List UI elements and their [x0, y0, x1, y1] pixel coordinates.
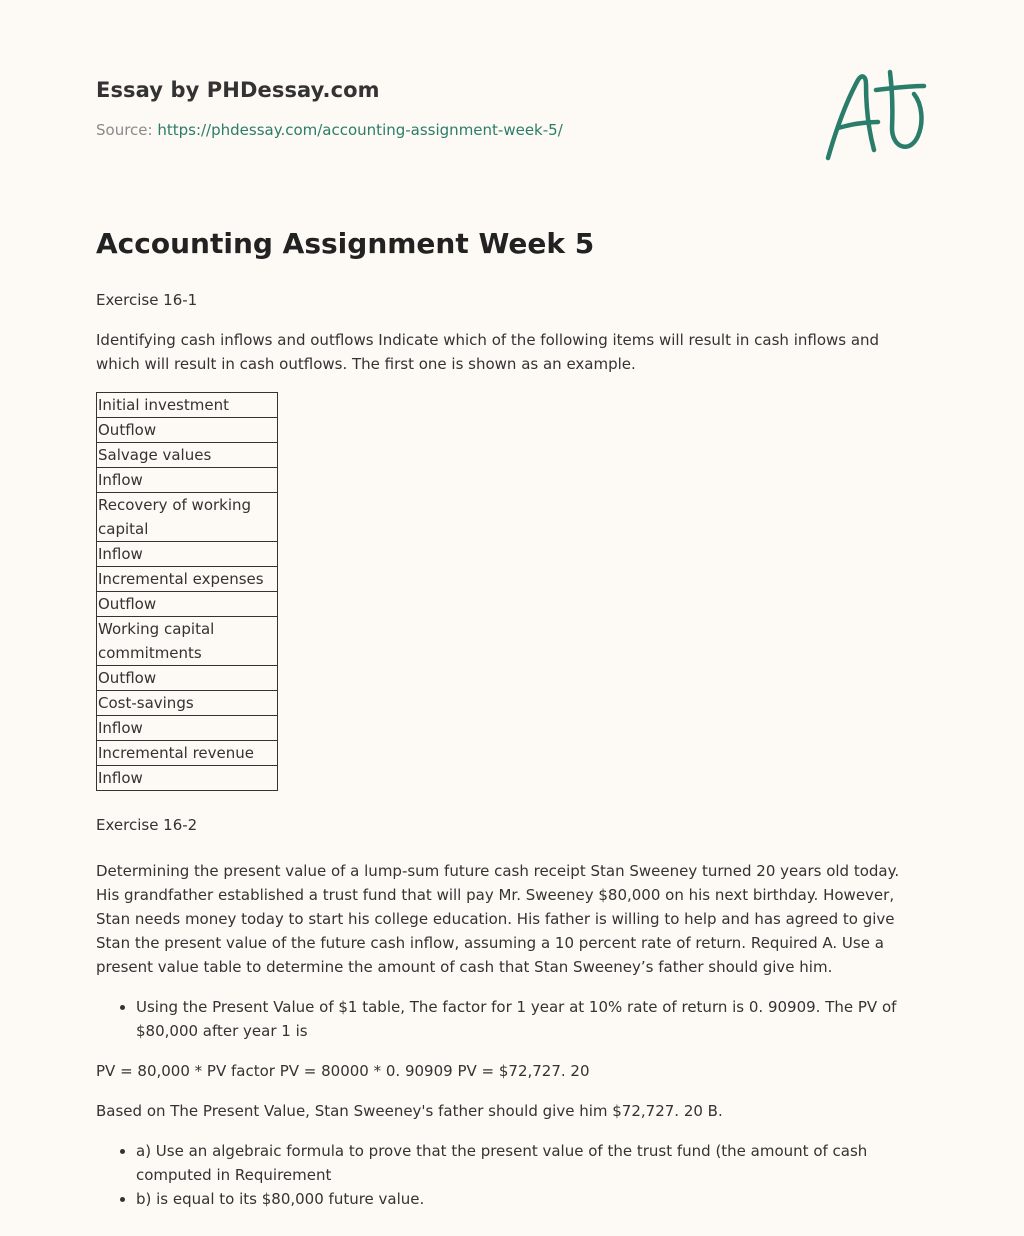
conclusion-line: Based on The Present Value, Stan Sweeney's father should give him $72,727. 20 B. — [96, 1102, 723, 1120]
table-cell: Initial investment — [97, 393, 278, 418]
table-row — [97, 666, 278, 691]
table-cell: Salvage values — [97, 443, 278, 468]
table-cell: Working capital commitments — [97, 617, 278, 666]
cash-flow-table — [96, 392, 278, 791]
pv-calculation: PV = 80,000 * PV factor PV = 80000 * 0. 90909 PV = $72,727. 20 — [96, 1062, 590, 1080]
table-cell: Inflow — [97, 542, 278, 567]
exercise-2-heading: Exercise 16-2 — [96, 816, 198, 834]
table-cell: Inflow — [97, 716, 278, 741]
article-body — [96, 224, 926, 1211]
table-cell: Incremental expenses — [97, 567, 278, 592]
list-item: • a) Use an algebraic formula to prove that the present value of the trust fund (the amount of cash computed in Requirement — [136, 1139, 926, 1187]
table-row — [97, 617, 278, 666]
table-row — [97, 443, 278, 468]
table-row — [97, 766, 278, 791]
table-cell: Incremental revenue — [97, 741, 278, 766]
table-cell: Outflow — [97, 418, 278, 443]
bullet-list — [96, 1139, 926, 1211]
exercise-1-intro: Identifying cash inflows and outflows Indicate which of the following items will result in cash inflows and which will result in cash outflows. The first one is shown as an example. — [96, 331, 880, 373]
table-cell: Inflow — [97, 468, 278, 493]
table-row — [97, 741, 278, 766]
a-plus-logo-icon — [820, 68, 930, 164]
document-header — [96, 76, 796, 140]
exercise-1-heading: Exercise 16-1 — [96, 291, 198, 309]
table-row — [97, 393, 278, 418]
source-link[interactable]: https://phdessay.com/accounting-assignment-week-5/ — [157, 121, 563, 139]
brand-title: Essay by PHDessay.com — [96, 78, 380, 102]
list-item: • Using the Present Value of $1 table, The factor for 1 year at 10% rate of return is 0. 90909. The PV of $80,000 after year 1 is — [136, 995, 926, 1043]
table-row — [97, 542, 278, 567]
source-label: Source: — [96, 121, 158, 139]
bullet-list — [96, 995, 926, 1043]
table-row — [97, 567, 278, 592]
table-cell: Recovery of working capital — [97, 493, 278, 542]
exercise-2-paragraph: Determining the present value of a lump-sum future cash receipt Stan Sweeney turned 20 years old today. His grandfather established a trust fund that will pay Mr. Sweeney $80,000 on his next birthday. However, Stan needs money today to start his college education. His father is willing to help and has agreed to give Stan the present value of the future cash inflow, assuming a 10 percent rate of return. Required A. Use a present value table to determine the amount of cash that Stan Sweeney’s father should give him. — [96, 862, 900, 976]
source-line — [96, 120, 796, 140]
table-row — [97, 468, 278, 493]
table-cell: Inflow — [97, 766, 278, 791]
table-row — [97, 716, 278, 741]
table-row — [97, 592, 278, 617]
table-cell: Outflow — [97, 666, 278, 691]
table-row — [97, 418, 278, 443]
list-item: • b) is equal to its $80,000 future value. — [136, 1187, 926, 1211]
table-cell: Cost-savings — [97, 691, 278, 716]
table-row — [97, 691, 278, 716]
table-cell: Outflow — [97, 592, 278, 617]
table-row — [97, 493, 278, 542]
page-title: Accounting Assignment Week 5 — [96, 227, 595, 260]
